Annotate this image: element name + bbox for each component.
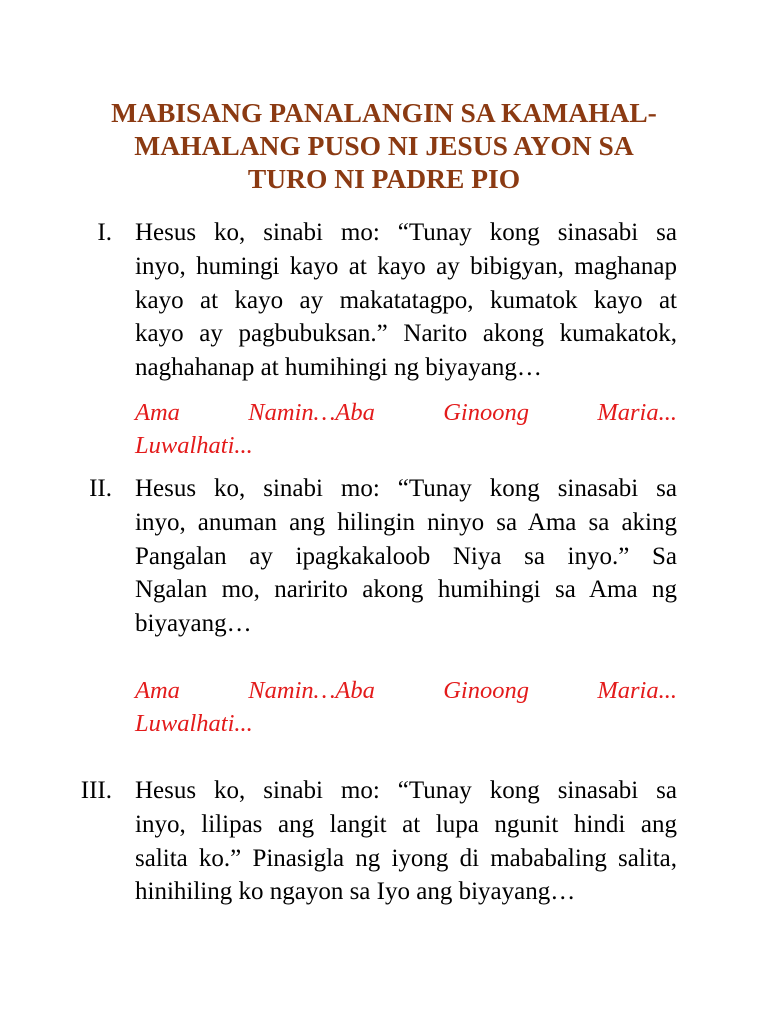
paragraph-line: Hesus ko, sinabi mo: “Tunay kong sinasabi sa [135, 219, 677, 246]
section-numeral: II. [89, 475, 112, 502]
title-line: MABISANG PANALANGIN SA KAMAHAL- [111, 97, 657, 128]
page-title [60, 96, 708, 195]
section-numeral: I. [97, 219, 112, 246]
title-line: TURO NI PADRE PIO [247, 163, 521, 194]
paragraph-line: Ngalan mo, naririto akong humihingi sa Ama ng [135, 576, 677, 604]
refrain-word: Ama [135, 677, 180, 704]
paragraph-line: kayo ay pagbubuksan.” Narito akong kumakatok, [135, 320, 677, 348]
paragraph-line: inyo, humingi kayo at kayo ay bibigyan, maghanap [135, 252, 677, 280]
refrain-word: Namin…Aba [248, 399, 375, 426]
paragraph-line: inyo, anuman ang hilingin ninyo sa Ama sa aking [135, 508, 677, 536]
refrain-word: Ginoong [443, 399, 529, 426]
refrain-line [135, 674, 677, 707]
refrain-line [135, 396, 677, 429]
prayer-paragraph [135, 774, 677, 909]
paragraph-line: biyayang… [135, 610, 252, 638]
paragraph-line: kayo at kayo ay makatatagpo, kumatok kayo at [135, 286, 677, 314]
section-numeral: III. [80, 777, 112, 804]
title-line: MAHALANG PUSO NI JESUS AYON SA [134, 130, 634, 161]
prayer-paragraph [135, 472, 677, 641]
prayer-refrain [135, 396, 677, 462]
paragraph-line: salita ko.” Pinasigla ng iyong di mababaling salita, [135, 844, 677, 872]
refrain-word: Namin…Aba [248, 677, 375, 704]
paragraph-line: Hesus ko, sinabi mo: “Tunay kong sinasabi sa [135, 475, 677, 502]
paragraph-line: Hesus ko, sinabi mo: “Tunay kong sinasabi sa [135, 777, 677, 804]
refrain-line: Luwalhati... [135, 432, 253, 459]
refrain-word: Maria... [597, 677, 677, 704]
refrain-word: Maria... [597, 399, 677, 426]
paragraph-line: naghahanap at humihingi ng biyayang… [135, 354, 542, 382]
refrain-word: Ginoong [443, 677, 529, 704]
refrain-line: Luwalhati... [135, 710, 253, 737]
prayer-paragraph [135, 216, 677, 385]
refrain-word: Ama [135, 399, 180, 426]
paragraph-line: hinihiling ko ngayon sa Iyo ang biyayang… [135, 878, 576, 906]
paragraph-line: Pangalan ay ipagkakaloob Niya sa inyo.” Sa [135, 542, 677, 570]
prayer-refrain [135, 674, 677, 740]
paragraph-line: inyo, lilipas ang langit at lupa ngunit hindi ang [135, 810, 677, 838]
